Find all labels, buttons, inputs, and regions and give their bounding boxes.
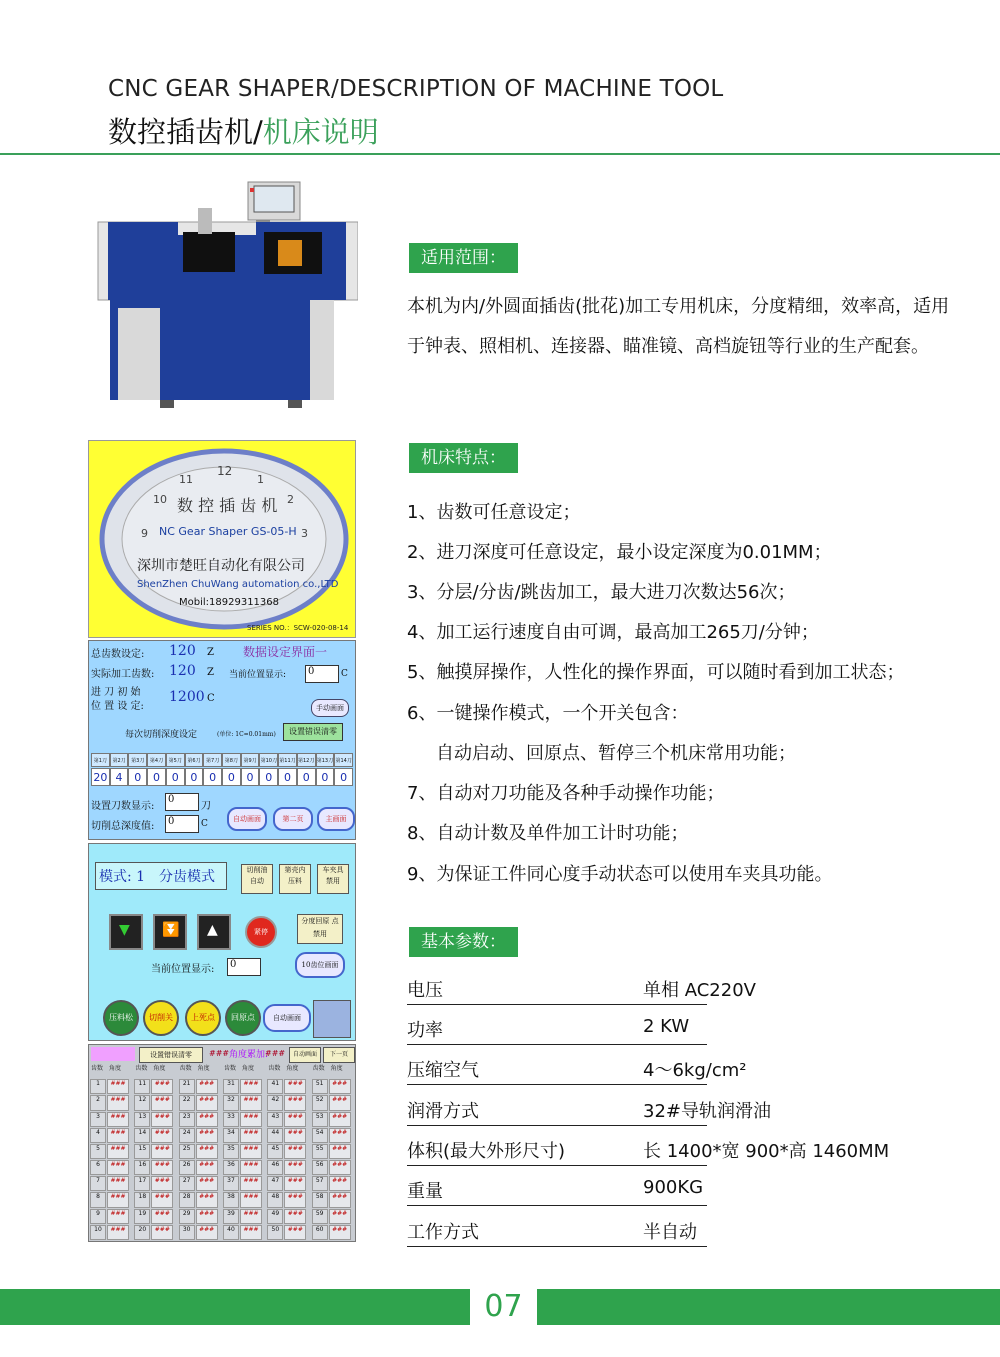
tag-scope: 适用范围： [409, 243, 518, 273]
index-home-button[interactable]: 分度回原 点禁用 [297, 914, 343, 944]
tooth-number: 1 [90, 1079, 106, 1094]
angle-value[interactable]: ### [329, 1079, 351, 1094]
manual-auto-button[interactable]: 自动画面 [263, 1004, 311, 1032]
tooth-number: 11 [134, 1079, 150, 1094]
cut-header: 第4刀 [147, 753, 166, 767]
angle-value[interactable]: ### [284, 1160, 306, 1175]
cut-header: 第5刀 [166, 753, 185, 767]
label-total-depth: 切削总深度值: [91, 821, 155, 832]
cut-value[interactable]: 0 [316, 768, 335, 786]
tag-params: 基本参数： [409, 927, 518, 957]
tooth-number: 30 [179, 1225, 195, 1240]
press-button[interactable]: 第壳内 压料 [279, 864, 311, 894]
angle-value[interactable]: ### [240, 1112, 262, 1127]
param-value: 2 KW [643, 1016, 690, 1037]
table-corner [91, 1047, 135, 1061]
angle-value[interactable]: ### [196, 1176, 218, 1191]
param-row [407, 1218, 707, 1248]
cut-header: 第8刀 [222, 753, 241, 767]
tooth-number: 38 [223, 1192, 239, 1207]
tooth-number: 33 [223, 1112, 239, 1127]
cut-value[interactable]: 0 [241, 768, 260, 786]
param-label: 功率 [407, 1020, 443, 1041]
param-underline [407, 1004, 707, 1005]
param-label: 重量 [407, 1181, 443, 1202]
angle-value[interactable]: ### [329, 1160, 351, 1175]
label-total-teeth: 总齿数设定: [91, 649, 145, 660]
svg-text:3: 3 [301, 527, 308, 540]
tooth-number: 10 [90, 1225, 106, 1240]
tooth-number: 44 [267, 1128, 283, 1143]
keypad-icon[interactable] [313, 1000, 351, 1038]
col-angle-header: 角度 [197, 1065, 210, 1072]
settings-title: 数据设定界面一 [243, 645, 328, 659]
tooth-number: 28 [179, 1192, 195, 1207]
angle-value[interactable]: ### [329, 1192, 351, 1207]
angle-value[interactable]: ### [329, 1176, 351, 1191]
angle-value[interactable]: ### [284, 1079, 306, 1094]
coolant-button[interactable]: 切削油 自动 [241, 864, 273, 894]
unit-c-2: C [207, 693, 215, 704]
main-screen-button[interactable]: 主画面 [317, 807, 355, 831]
tooth-number: 15 [134, 1144, 150, 1159]
angle-value[interactable]: ### [107, 1112, 129, 1127]
angle-value[interactable]: ### [107, 1095, 129, 1110]
angle-value[interactable]: ### [284, 1128, 306, 1143]
tooth-number: 48 [267, 1192, 283, 1207]
angle-value[interactable]: ### [329, 1112, 351, 1127]
cut-header: 第6刀 [185, 753, 204, 767]
footer-bar-right [537, 1289, 1000, 1325]
col-tooth-header: 齿数 [91, 1065, 104, 1072]
feature-8: 8、自动计数及单件加工计时功能； [407, 823, 689, 844]
angle-grid [89, 1063, 355, 1241]
col-angle-header: 角度 [286, 1065, 299, 1072]
cut-header: 第10刀 [259, 753, 278, 767]
table-hash-2: ### [265, 1049, 286, 1058]
col-tooth-header: 齿数 [135, 1065, 148, 1072]
unit-c-1: C [341, 669, 348, 679]
col-angle-header: 角度 [109, 1065, 122, 1072]
param-underline [407, 1044, 707, 1045]
table-sum-label: 角度累加: [229, 1050, 269, 1060]
cut-depth-grid [91, 753, 353, 787]
angle-value[interactable]: ### [151, 1225, 173, 1240]
angle-value[interactable]: ### [284, 1225, 306, 1240]
tooth-number: 3 [90, 1112, 106, 1127]
table-clear-button[interactable]: 设置错误清零 [139, 1047, 203, 1063]
tooth-number: 49 [267, 1209, 283, 1224]
tooth-number: 37 [223, 1176, 239, 1191]
mode-label: 模式: 1 [99, 869, 146, 885]
title-cn [108, 110, 379, 151]
cut-value[interactable]: 0 [147, 768, 166, 786]
tooth-number: 52 [312, 1095, 328, 1110]
splash-screen [88, 440, 356, 638]
angle-value[interactable]: ### [329, 1144, 351, 1159]
feature-7: 7、自动对刀功能及各种手动操作功能； [407, 783, 725, 804]
machine-photo [88, 180, 358, 410]
angle-value[interactable]: ### [240, 1095, 262, 1110]
angle-value[interactable]: ### [240, 1209, 262, 1224]
param-value: 32#导轨润滑油 [643, 1101, 771, 1122]
angle-value[interactable]: ### [240, 1160, 262, 1175]
tooth-number: 21 [179, 1079, 195, 1094]
page-number: 07 [484, 1289, 523, 1324]
angle-value[interactable]: ### [151, 1079, 173, 1094]
knife-count-field[interactable]: 0 [165, 793, 199, 811]
unit-z-1: Z [207, 647, 214, 658]
tooth-number: 13 [134, 1112, 150, 1127]
angle-value[interactable]: ### [107, 1209, 129, 1224]
angle-value[interactable]: ### [240, 1128, 262, 1143]
cut-header: 第2刀 [110, 753, 129, 767]
tooth-number: 36 [223, 1160, 239, 1175]
cut-header: 第1刀 [91, 753, 110, 767]
tooth-number: 45 [267, 1144, 283, 1159]
cut-value[interactable]: 0 [185, 768, 204, 786]
tooth-number: 34 [223, 1128, 239, 1143]
tooth-number: 8 [90, 1192, 106, 1207]
angle-value[interactable]: ### [151, 1192, 173, 1207]
unit-z-2: Z [207, 667, 214, 678]
splash-title: 数 控 插 齿 机 [177, 496, 278, 515]
param-underline [407, 1165, 707, 1166]
lamp-home[interactable]: 回原点 [225, 1000, 261, 1036]
angle-value[interactable]: ### [240, 1144, 262, 1159]
angle-value[interactable]: ### [284, 1209, 306, 1224]
angle-value[interactable]: ### [107, 1128, 129, 1143]
jog-button-2[interactable] [153, 914, 187, 950]
svg-text:2: 2 [287, 493, 294, 506]
param-label: 润滑方式 [407, 1101, 479, 1122]
tooth-number: 12 [134, 1095, 150, 1110]
tooth-number: 54 [312, 1128, 328, 1143]
angle-value[interactable]: ### [107, 1079, 129, 1094]
tooth-number: 41 [267, 1079, 283, 1094]
manual-current-field[interactable]: 0 [227, 958, 261, 976]
angle-value[interactable]: ### [196, 1095, 218, 1110]
angle-value[interactable]: ### [196, 1144, 218, 1159]
tooth-number: 14 [134, 1128, 150, 1143]
param-value: 长 1400*宽 900*高 1460MM [643, 1141, 890, 1162]
label-current-pos: 当前位置显示: [229, 670, 287, 680]
title-cn-accent: 机床说明 [262, 115, 379, 149]
angle-value[interactable]: ### [196, 1225, 218, 1240]
angle-value[interactable]: ### [196, 1160, 218, 1175]
svg-text:10: 10 [153, 493, 167, 506]
feature-2: 2、进刀深度可任意设定，最小设定深度为0.01MM； [407, 542, 832, 563]
jog-button-1[interactable] [109, 914, 143, 950]
tooth-number: 24 [179, 1128, 195, 1143]
param-value: 单相 AC220V [643, 980, 756, 1001]
tooth-number: 59 [312, 1209, 328, 1224]
clear-error-button[interactable]: 设置错误清零 [283, 723, 343, 741]
up-arrow-icon: ▲ [207, 922, 218, 938]
cut-header: 第7刀 [203, 753, 222, 767]
cut-value[interactable]: 0 [334, 768, 353, 786]
splash-model: NC Gear Shaper GS-05-H [159, 525, 297, 538]
tooth-number: 4 [90, 1128, 106, 1143]
param-row [407, 1056, 747, 1086]
tooth-number: 18 [134, 1192, 150, 1207]
table-auto-button[interactable]: 自动画面 [289, 1047, 321, 1063]
feature-6: 6、一键操作模式，一个开关包含： [407, 703, 689, 724]
angle-value[interactable]: ### [196, 1192, 218, 1207]
angle-table-screen [88, 1044, 356, 1242]
cut-value[interactable]: 0 [166, 768, 185, 786]
table-hash-1: ### [209, 1049, 230, 1058]
tooth-number: 6 [90, 1160, 106, 1175]
angle-value[interactable]: ### [151, 1144, 173, 1159]
param-value: 4～6kg/cm² [643, 1060, 747, 1081]
value-start-pos: 1200 [169, 689, 205, 705]
splash-mobile: Mobil:18929311368 [179, 597, 280, 608]
lamp-top[interactable]: 上死点 [185, 1000, 221, 1036]
feature-5: 5、触摸屏操作，人性化的操作界面，可以随时看到加工状态； [407, 662, 905, 683]
label-knife-count: 设置刀数显示: [91, 801, 155, 812]
tag-features: 机床特点： [409, 443, 518, 473]
angle-value[interactable]: ### [151, 1095, 173, 1110]
cut-value[interactable]: 0 [203, 768, 222, 786]
param-row [407, 1097, 771, 1127]
cut-value[interactable]: 0 [259, 768, 278, 786]
svg-text:11: 11 [179, 473, 193, 486]
cut-value[interactable]: 4 [110, 768, 129, 786]
feature-4: 4、加工运行速度自由可调，最高加工265刀/分钟； [407, 622, 819, 643]
angle-value[interactable]: ### [151, 1176, 173, 1191]
cut-value[interactable]: 0 [128, 768, 147, 786]
label-depth: 每次切削深度设定 [125, 730, 198, 740]
svg-text:9: 9 [141, 527, 148, 540]
param-value: 半自动 [643, 1222, 697, 1243]
tooth-number: 5 [90, 1144, 106, 1159]
tooth-number: 31 [223, 1079, 239, 1094]
angle-value[interactable]: ### [107, 1144, 129, 1159]
auto-screen-button[interactable]: 自动画面 [227, 807, 267, 831]
label-start-1: 进 刀 初 始 [91, 687, 141, 698]
table-next-button[interactable]: 下一页 [323, 1047, 355, 1063]
emergency-stop-button[interactable]: 紧停 [245, 916, 277, 948]
tooth-number: 51 [312, 1079, 328, 1094]
col-angle-header: 角度 [330, 1065, 343, 1072]
tooth-number: 42 [267, 1095, 283, 1110]
angle-value[interactable]: ### [107, 1160, 129, 1175]
title-cn-main: 数控插齿机/ [108, 115, 263, 149]
tooth-number: 9 [90, 1209, 106, 1224]
param-underline [407, 1125, 707, 1126]
manual-label-current: 当前位置显示: [151, 964, 215, 975]
param-label: 压缩空气 [407, 1060, 479, 1081]
feature-9: 9、为保证工件同心度手动状态可以使用车夹具功能。 [407, 864, 833, 885]
tooth-number: 40 [223, 1225, 239, 1240]
param-value: 900KG [643, 1177, 704, 1198]
angle-value[interactable]: ### [151, 1112, 173, 1127]
label-start-2: 位 置 设 定: [91, 701, 144, 712]
cut-header: 第9刀 [241, 753, 260, 767]
angle-value[interactable]: ### [107, 1192, 129, 1207]
angle-value[interactable]: ### [196, 1128, 218, 1143]
scope-text: 本机为内/外圆面插齿(批花)加工专用机床，分度精细，效率高，适用于钟表、照相机、连接器、瞄准镜、高档旋钮等行业的生产配套。 [407, 296, 950, 357]
value-total-teeth: 120 [169, 643, 196, 659]
angle-value[interactable]: ### [196, 1079, 218, 1094]
tooth-number: 29 [179, 1209, 195, 1224]
angle-value[interactable]: ### [240, 1192, 262, 1207]
svg-text:12: 12 [217, 464, 233, 478]
tooth-number: 19 [134, 1209, 150, 1224]
lamp-cut[interactable]: 切削关 [143, 1000, 179, 1036]
tooth-number: 43 [267, 1112, 283, 1127]
angle-value[interactable]: ### [196, 1209, 218, 1224]
tooth-number: 47 [267, 1176, 283, 1191]
feature-3: 3、分层/分齿/跳齿加工，最大进刀次数达56次； [407, 582, 796, 603]
param-row [407, 976, 756, 1006]
cut-value[interactable]: 0 [278, 768, 297, 786]
param-label: 工作方式 [407, 1222, 479, 1243]
angle-value[interactable]: ### [329, 1225, 351, 1240]
col-tooth-header: 齿数 [224, 1065, 237, 1072]
col-tooth-header: 齿数 [268, 1065, 281, 1072]
unit-c-3: C [201, 819, 208, 829]
footer-bar-left [0, 1289, 470, 1325]
param-underline [407, 1246, 707, 1247]
tooth-number: 50 [267, 1225, 283, 1240]
down-arrow-icon: ▼ [119, 922, 130, 938]
tooth-number: 55 [312, 1144, 328, 1159]
param-row [407, 1177, 707, 1207]
title-en: CNC GEAR SHAPER/DESCRIPTION OF MACHINE TOOL [108, 76, 724, 102]
tooth-number: 26 [179, 1160, 195, 1175]
cut-value[interactable]: 0 [222, 768, 241, 786]
param-row [407, 1016, 707, 1046]
col-angle-header: 角度 [153, 1065, 166, 1072]
tooth-number: 39 [223, 1209, 239, 1224]
feature-1: 1、齿数可任意设定； [407, 502, 581, 523]
col-tooth-header: 齿数 [179, 1065, 192, 1072]
value-actual-teeth: 120 [169, 663, 196, 679]
tooth-number: 53 [312, 1112, 328, 1127]
tooth-position-button[interactable]: 10齿位画面 [295, 952, 345, 978]
header-divider [0, 153, 1000, 155]
cut-value[interactable]: 20 [91, 768, 110, 786]
tooth-number: 23 [179, 1112, 195, 1127]
chuck-button[interactable]: 车夹具 禁用 [317, 864, 349, 894]
angle-value[interactable]: ### [284, 1144, 306, 1159]
current-pos-field[interactable]: 0 [305, 665, 339, 683]
mode-value: 分齿模式 [159, 869, 215, 885]
param-underline [407, 1084, 707, 1085]
tooth-number: 2 [90, 1095, 106, 1110]
cut-header: 第3刀 [128, 753, 147, 767]
cut-value[interactable]: 0 [297, 768, 316, 786]
tooth-number: 56 [312, 1160, 328, 1175]
col-angle-header: 角度 [242, 1065, 255, 1072]
splash-company-en: ShenZhen ChuWang automation co.,LTD [137, 579, 339, 590]
settings-screen [88, 640, 356, 840]
tooth-number: 20 [134, 1225, 150, 1240]
tooth-number: 27 [179, 1176, 195, 1191]
tooth-number: 57 [312, 1176, 328, 1191]
angle-value[interactable]: ### [107, 1225, 129, 1240]
unit-knife: 刀 [201, 801, 211, 812]
tooth-number: 22 [179, 1095, 195, 1110]
cut-header: 第14刀 [334, 753, 353, 767]
angle-value[interactable]: ### [196, 1112, 218, 1127]
next-page-button[interactable]: 第二页 [273, 807, 313, 831]
angle-value[interactable]: ### [151, 1128, 173, 1143]
double-down-arrow-icon: ⏬ [162, 922, 180, 938]
param-row [407, 1137, 890, 1167]
tooth-number: 35 [223, 1144, 239, 1159]
tooth-number: 60 [312, 1225, 328, 1240]
col-tooth-header: 齿数 [312, 1065, 325, 1072]
cut-header: 第11刀 [278, 753, 297, 767]
tooth-number: 25 [179, 1144, 195, 1159]
svg-text:1: 1 [257, 473, 264, 486]
total-depth-field[interactable]: 0 [165, 815, 199, 833]
angle-value[interactable]: ### [284, 1112, 306, 1127]
jog-button-3[interactable] [197, 914, 231, 950]
angle-value[interactable]: ### [151, 1209, 173, 1224]
feature-6-detail: 自动启动、回原点、暂停三个机床常用功能； [436, 743, 796, 764]
cut-header: 第12刀 [297, 753, 316, 767]
tooth-number: 16 [134, 1160, 150, 1175]
lamp-press[interactable]: 压料松 [103, 1000, 139, 1036]
splash-series: SERIES NO.：SCW-020-08-14 [247, 624, 349, 632]
angle-value[interactable]: ### [107, 1176, 129, 1191]
angle-value[interactable]: ### [329, 1209, 351, 1224]
tooth-number: 17 [134, 1176, 150, 1191]
angle-value[interactable]: ### [240, 1225, 262, 1240]
angle-value[interactable]: ### [284, 1095, 306, 1110]
tooth-number: 46 [267, 1160, 283, 1175]
angle-value[interactable]: ### [240, 1079, 262, 1094]
tooth-number: 7 [90, 1176, 106, 1191]
angle-value[interactable]: ### [240, 1176, 262, 1191]
param-label: 电压 [407, 980, 443, 1001]
tooth-number: 32 [223, 1095, 239, 1110]
angle-value[interactable]: ### [284, 1192, 306, 1207]
splash-company-cn: 深圳市楚旺自动化有限公司 [137, 558, 305, 574]
manual-screen [88, 843, 356, 1041]
angle-value[interactable]: ### [151, 1160, 173, 1175]
angle-value[interactable]: ### [329, 1095, 351, 1110]
cut-header: 第13刀 [316, 753, 335, 767]
manual-screen-button[interactable]: 手动画面 [311, 699, 349, 717]
angle-value[interactable]: ### [284, 1176, 306, 1191]
param-underline [407, 1205, 707, 1206]
depth-unit: (单位: 1C=0.01mm) [217, 731, 276, 738]
tooth-number: 58 [312, 1192, 328, 1207]
label-actual-teeth: 实际加工齿数: [91, 669, 155, 680]
param-label: 体积(最大外形尺寸) [407, 1141, 566, 1162]
angle-value[interactable]: ### [329, 1128, 351, 1143]
